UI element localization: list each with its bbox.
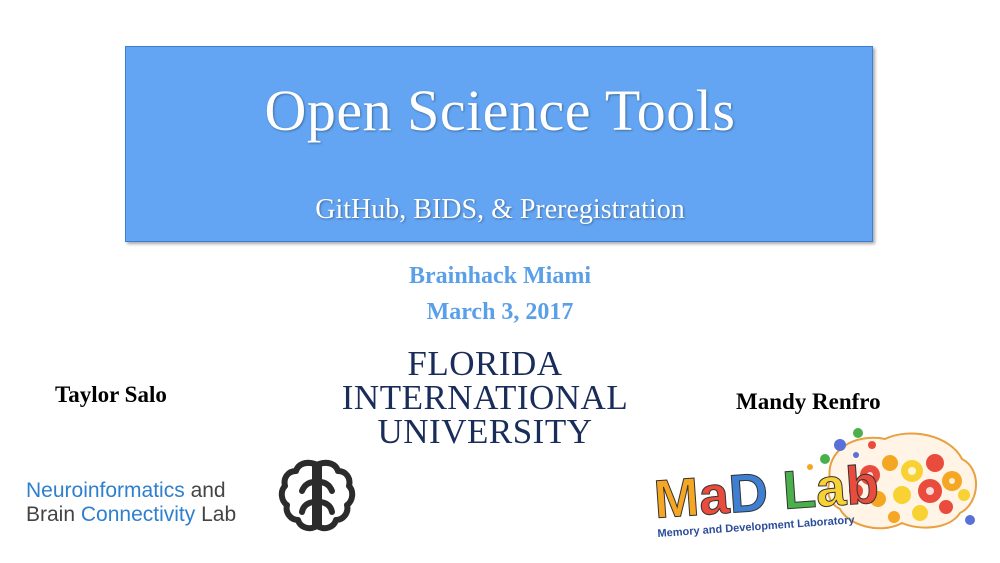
brain-icon xyxy=(278,458,356,534)
mad-letter-6: b xyxy=(843,454,881,517)
slide-subtitle: GitHub, BIDS, & Preregistration xyxy=(315,194,685,225)
mad-letter-4: L xyxy=(780,458,818,521)
presenter-right: Mandy Renfro xyxy=(736,389,881,414)
event-date: March 3, 2017 xyxy=(426,299,574,325)
nbc-lab-logo-text xyxy=(26,479,236,527)
mad-letter-3: D xyxy=(726,462,770,525)
nbc-word-and: and xyxy=(190,479,226,502)
nbc-word-connectivity: Connectivity xyxy=(80,503,196,526)
mad-lab-tagline: Memory and Development Laboratory xyxy=(657,514,855,540)
event-name: Brainhack Miami xyxy=(408,263,591,289)
mad-lab-logo xyxy=(650,425,990,555)
fiu-logo-line1: FLORIDA xyxy=(407,344,563,383)
fiu-logo-line2: INTERNATIONAL xyxy=(341,378,629,417)
mad-letter-1: M xyxy=(652,467,702,530)
nbc-word-neuroinformatics: Neuroinformatics xyxy=(26,479,185,502)
presenter-left: Taylor Salo xyxy=(55,382,167,407)
nbc-word-brain: Brain xyxy=(26,503,76,526)
fiu-logo-line3: UNIVERSITY xyxy=(377,412,593,451)
mad-letter-5: a xyxy=(813,456,848,519)
nbc-word-lab: Lab xyxy=(201,503,237,526)
slide-title: Open Science Tools xyxy=(264,78,736,143)
mad-letter-2: a xyxy=(696,464,732,527)
